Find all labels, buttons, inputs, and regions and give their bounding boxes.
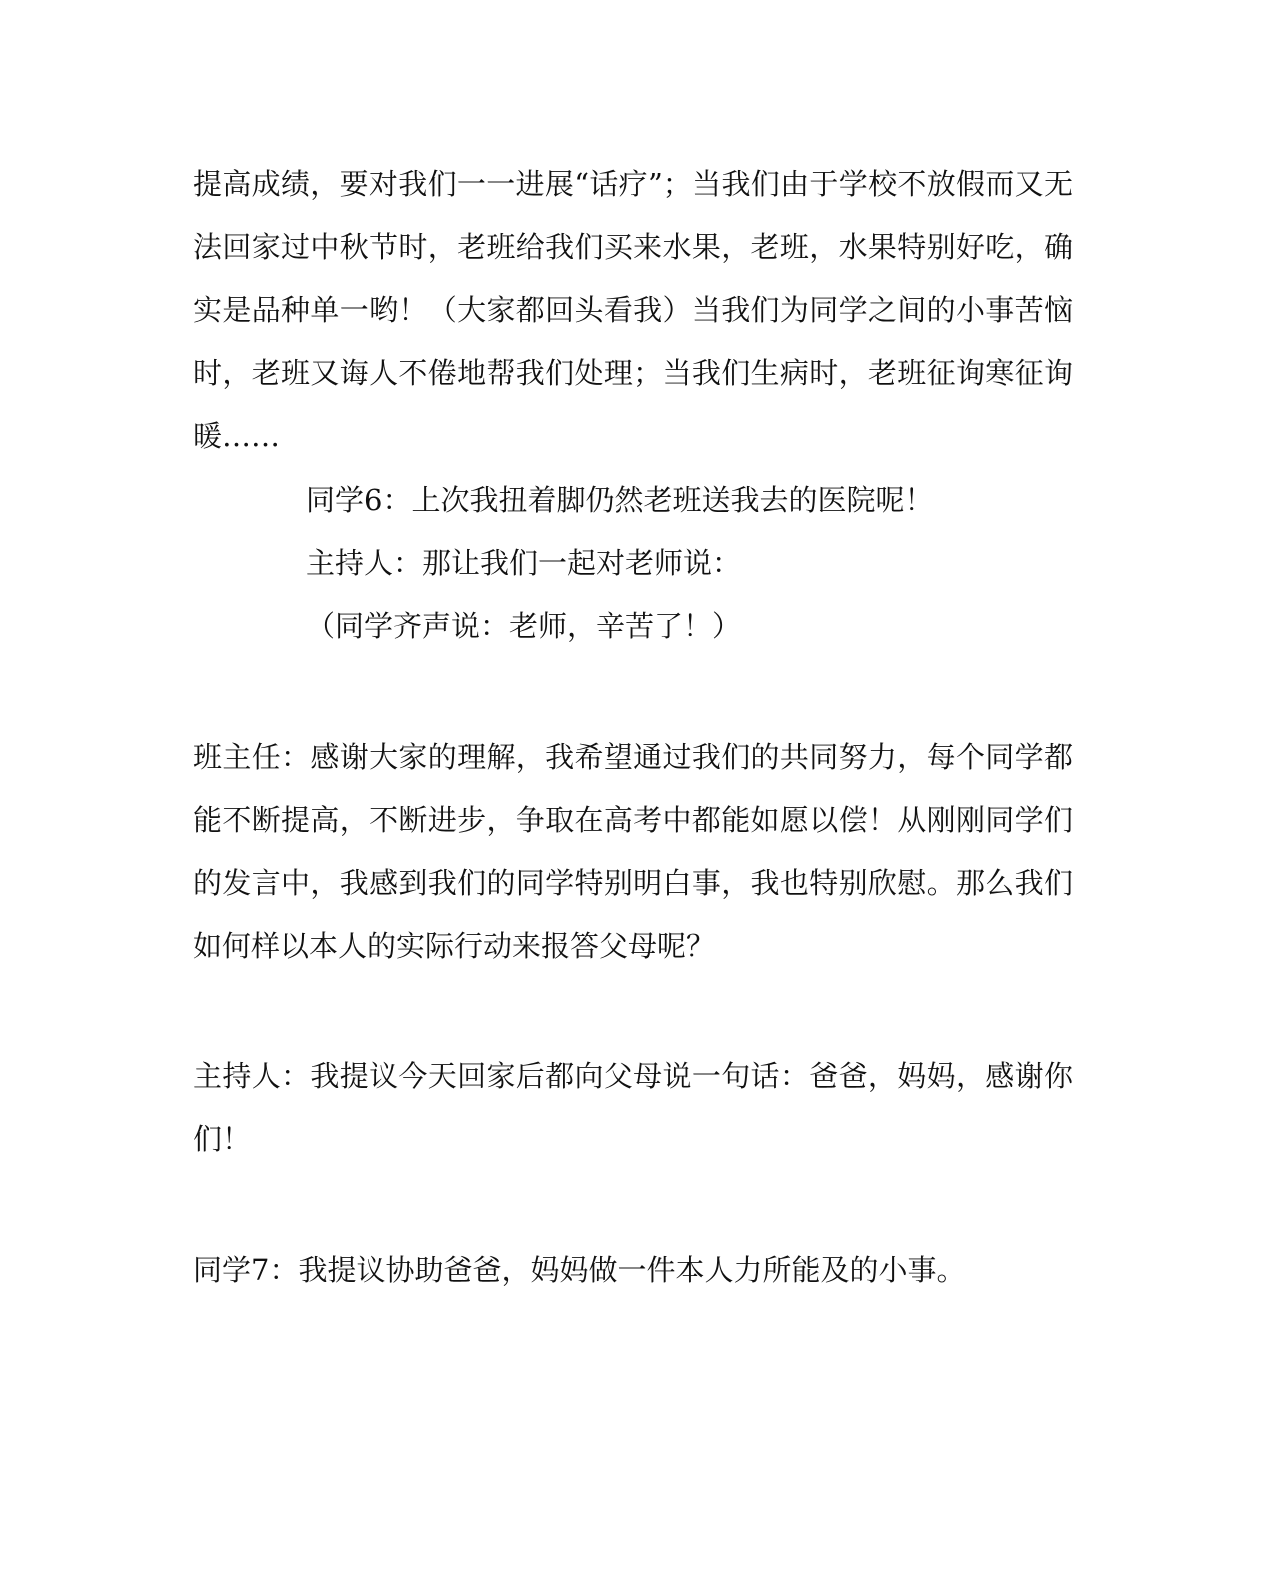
paragraph1-line3: 实是品种单一哟！（大家都回头看我）当我们为同学之间的小事苦恼	[193, 293, 1073, 327]
paragraph2-line2: 能不断提高，不断进步，争取在高考中都能如愿以偿！从刚刚同学们	[193, 803, 1073, 837]
host-line: 主持人：那让我们一起对老师说：	[306, 546, 742, 580]
paragraph2-line4: 如何样以本人的实际行动来报答父母呢？	[193, 929, 716, 963]
paragraph1-line5: 暖……	[193, 419, 281, 453]
paragraph1-line1: 提高成绩，要对我们一一进展“话疗”；当我们由于学校不放假而又无	[193, 167, 1073, 201]
paragraph3-line2: 们！	[193, 1122, 252, 1156]
paragraph2-line1: 班主任：感谢大家的理解，我希望通过我们的共同努力，每个同学都	[193, 740, 1073, 774]
paragraph2-line3: 的发言中，我感到我们的同学特别明白事，我也特别欣慰。那么我们	[193, 866, 1073, 900]
paragraph1-line4: 时，老班又诲人不倦地帮我们处理；当我们生病时，老班征询寒征询	[193, 356, 1073, 390]
paragraph1-line2: 法回家过中秋节时，老班给我们买来水果，老班，水果特别好吃，确	[193, 230, 1073, 264]
student6-line: 同学6：上次我扭着脚仍然老班送我去的医院呢！	[306, 483, 934, 517]
paragraph3-line1: 主持人：我提议今天回家后都向父母说一句话：爸爸，妈妈，感谢你	[193, 1059, 1073, 1093]
paragraph4-line1: 同学7：我提议协助爸爸，妈妈做一件本人力所能及的小事。	[193, 1253, 966, 1287]
chorus-line: （同学齐声说：老师，辛苦了！）	[306, 609, 742, 643]
